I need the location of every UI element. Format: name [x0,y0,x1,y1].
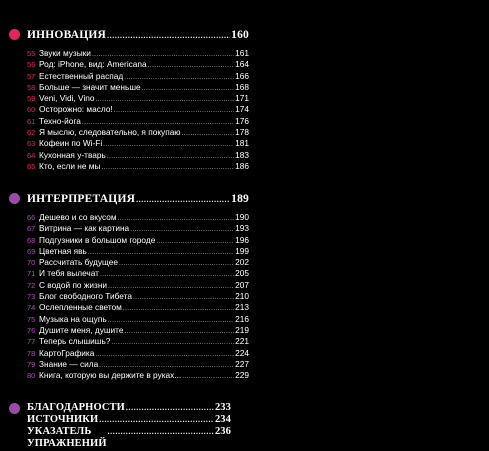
entry-number: 79 [27,359,36,369]
dot-leader [124,326,234,337]
entry-title: Музыка на ощупь [39,313,107,324]
toc-entry [27,291,249,302]
dot-leader [126,402,214,414]
purple-bullet-icon [9,193,20,204]
entry-page-number: 178 [235,127,249,138]
toc-entry [27,59,249,70]
entry-page-number: 224 [235,347,249,358]
section-title: ИННОВАЦИЯ [27,29,107,41]
toc-entry [27,82,249,93]
entry-page-number: 164 [235,59,249,70]
toc-entry [27,104,249,115]
entry-number: 55 [27,49,36,58]
entry-number: 69 [27,246,36,256]
entry-page-number: 196 [235,234,249,245]
dot-leader [108,315,235,326]
dot-leader [123,303,234,314]
entry-page-number: 236 [214,426,231,437]
entry-title: Витрина — как картина [39,223,130,234]
entry-number: 56 [27,60,36,70]
dot-leader [101,162,234,173]
toc-entry [27,150,249,161]
entry-title: Больше — значит меньше [39,81,141,92]
entry-page-number: 186 [235,160,249,171]
entry-number: 62 [27,128,36,138]
entry-title: БЛАГОДАРНОСТИ [27,402,125,413]
entry-page-number: 181 [235,138,249,149]
toc-entry [27,359,249,370]
entry-title: Блог свободного Тибета [39,291,132,302]
toc-entry [27,93,249,104]
entry-title: Кто, если не мы [39,160,101,171]
entry-page-number: 219 [235,324,249,335]
entry-title: Род: iPhone, вид: Americana [39,59,147,70]
entry-title: КартоГрафика [39,347,95,358]
dot-leader [118,213,235,224]
dot-leader [133,292,234,303]
entry-page-number: 199 [235,245,249,256]
toc-entry [27,161,249,172]
entry-title: Цветная явь [39,245,87,256]
entry-title: УКАЗАТЕЛЬ УПРАЖНЕНИЙ [27,426,107,449]
toc-entry [27,348,249,359]
entry-number: 78 [27,348,36,358]
entry-title: Я мыслю, следовательно, я покупаю [39,127,181,138]
entry-number: 70 [27,258,36,268]
dot-leader [148,60,235,71]
entry-number: 63 [27,139,36,149]
toc-entry [27,268,249,279]
entry-number: 68 [27,235,36,245]
entry-title: Осторожно: масло! [39,104,113,115]
entry-number: 64 [27,150,36,160]
entry-page-number: 207 [235,279,249,290]
entry-page-number: 202 [235,257,249,268]
entry-title: ИСТОЧНИКИ [27,414,99,425]
entry-page-number: 193 [235,223,249,234]
toc-entry [27,116,249,127]
section-header [9,192,249,206]
entry-number: 58 [27,82,36,92]
entry-title: С водой по жизни [39,279,108,290]
purple-bullet-icon [9,403,20,414]
dot-leader [108,426,214,438]
entry-page-number: 174 [235,104,249,115]
back-matter-entry [27,414,231,426]
dot-leader [99,414,214,426]
entry-title: Кухонная у-тварь [39,149,106,160]
section-heading-row [27,28,249,43]
entry-page-number: 205 [235,268,249,279]
entry-number: 57 [27,71,36,81]
entry-number: 71 [27,269,36,279]
entry-number: 72 [27,280,36,290]
entry-title: Рассчитать будущее [39,257,118,268]
entry-title: Теперь слышишь? [39,336,111,347]
entry-page-number: 221 [235,336,249,347]
dot-leader [114,105,234,116]
entry-number: 77 [27,337,36,347]
toc-entry [27,223,249,234]
entry-page-number: 168 [235,81,249,92]
entry-page-number: 213 [235,302,249,313]
dot-leader [95,349,234,360]
entry-page-number: 227 [235,358,249,369]
entry-number: 61 [27,116,36,126]
dot-leader [107,151,234,162]
dot-leader [103,139,234,150]
entry-number: 65 [27,161,36,171]
dot-leader [96,94,235,105]
dot-leader [119,258,234,269]
red-bullet-icon [9,29,20,40]
entry-page-number: 176 [235,115,249,126]
entry-number: 66 [27,213,36,222]
section-page-number: 160 [231,29,249,41]
entry-title: Техно-йога [39,115,81,126]
entry-number: 60 [27,105,36,115]
entry-title: Естественный распад [39,70,124,81]
entry-page-number: 229 [235,370,249,381]
entry-number: 74 [27,303,36,313]
entry-page-number: 161 [235,48,249,58]
entry-page-number: 234 [214,414,231,425]
toc-entry [27,138,249,149]
entry-number: 59 [27,94,36,104]
toc-entry [27,280,249,291]
entry-title: Подгузники в большом городе [39,234,156,245]
section-heading-row [27,192,249,207]
toc-entry [27,314,249,325]
dot-leader [142,83,235,94]
entry-number: 75 [27,314,36,324]
dot-leader [182,371,234,382]
section-title: ИНТЕРПРЕТАЦИЯ [27,193,136,205]
entry-title: Знание — сила [39,358,99,369]
entry-title: Кофеин по Wi-Fi [39,138,103,149]
toc-entry [27,235,249,246]
entry-title: Душите меня, душите [39,324,124,335]
toc-entry [27,370,249,381]
back-matter-list [27,402,231,449]
dot-leader [107,29,230,43]
entry-page-number: 210 [235,291,249,302]
entry-title: Звуки музыки [39,48,91,58]
entry-number: 73 [27,292,36,302]
entry-title: Дешево и со вкусом [39,212,117,222]
entry-page-number: 171 [235,93,249,104]
toc-entry [27,246,249,257]
dot-leader [182,128,235,139]
entry-page-number: 183 [235,149,249,160]
section-header [9,28,249,42]
entry-title: И тебя вылечат [39,268,99,279]
toc-section-interpretation [9,192,249,381]
toc-entry [27,257,249,268]
toc-entry [27,302,249,313]
entry-title: Книга, которую вы держите в руках... [39,370,182,381]
entry-page-number: 166 [235,70,249,81]
toc-entry [27,325,249,336]
entry-number: 76 [27,325,36,335]
entry-number: 80 [27,371,36,381]
dot-leader [111,337,234,348]
entry-page-number: 190 [235,212,249,222]
toc-entry [27,71,249,82]
entry-page-number: 216 [235,313,249,324]
entry-title: Veni, Vidi, Vino [39,93,95,104]
toc-entry [27,212,249,223]
dot-leader [100,269,234,280]
toc-entry [27,336,249,347]
back-matter-entry [27,402,231,414]
toc-item-list [27,48,249,172]
toc-entry [27,127,249,138]
entry-number: 67 [27,224,36,234]
toc-section-innovation [9,28,249,172]
back-matter-entry [27,426,231,449]
dot-leader [156,236,234,247]
dot-leader [136,193,230,207]
toc-item-list [27,212,249,381]
section-page-number: 189 [231,193,249,205]
entry-title: Ослепленные светом [39,302,122,313]
toc-entry [27,48,249,59]
entry-page-number: 233 [214,402,231,413]
